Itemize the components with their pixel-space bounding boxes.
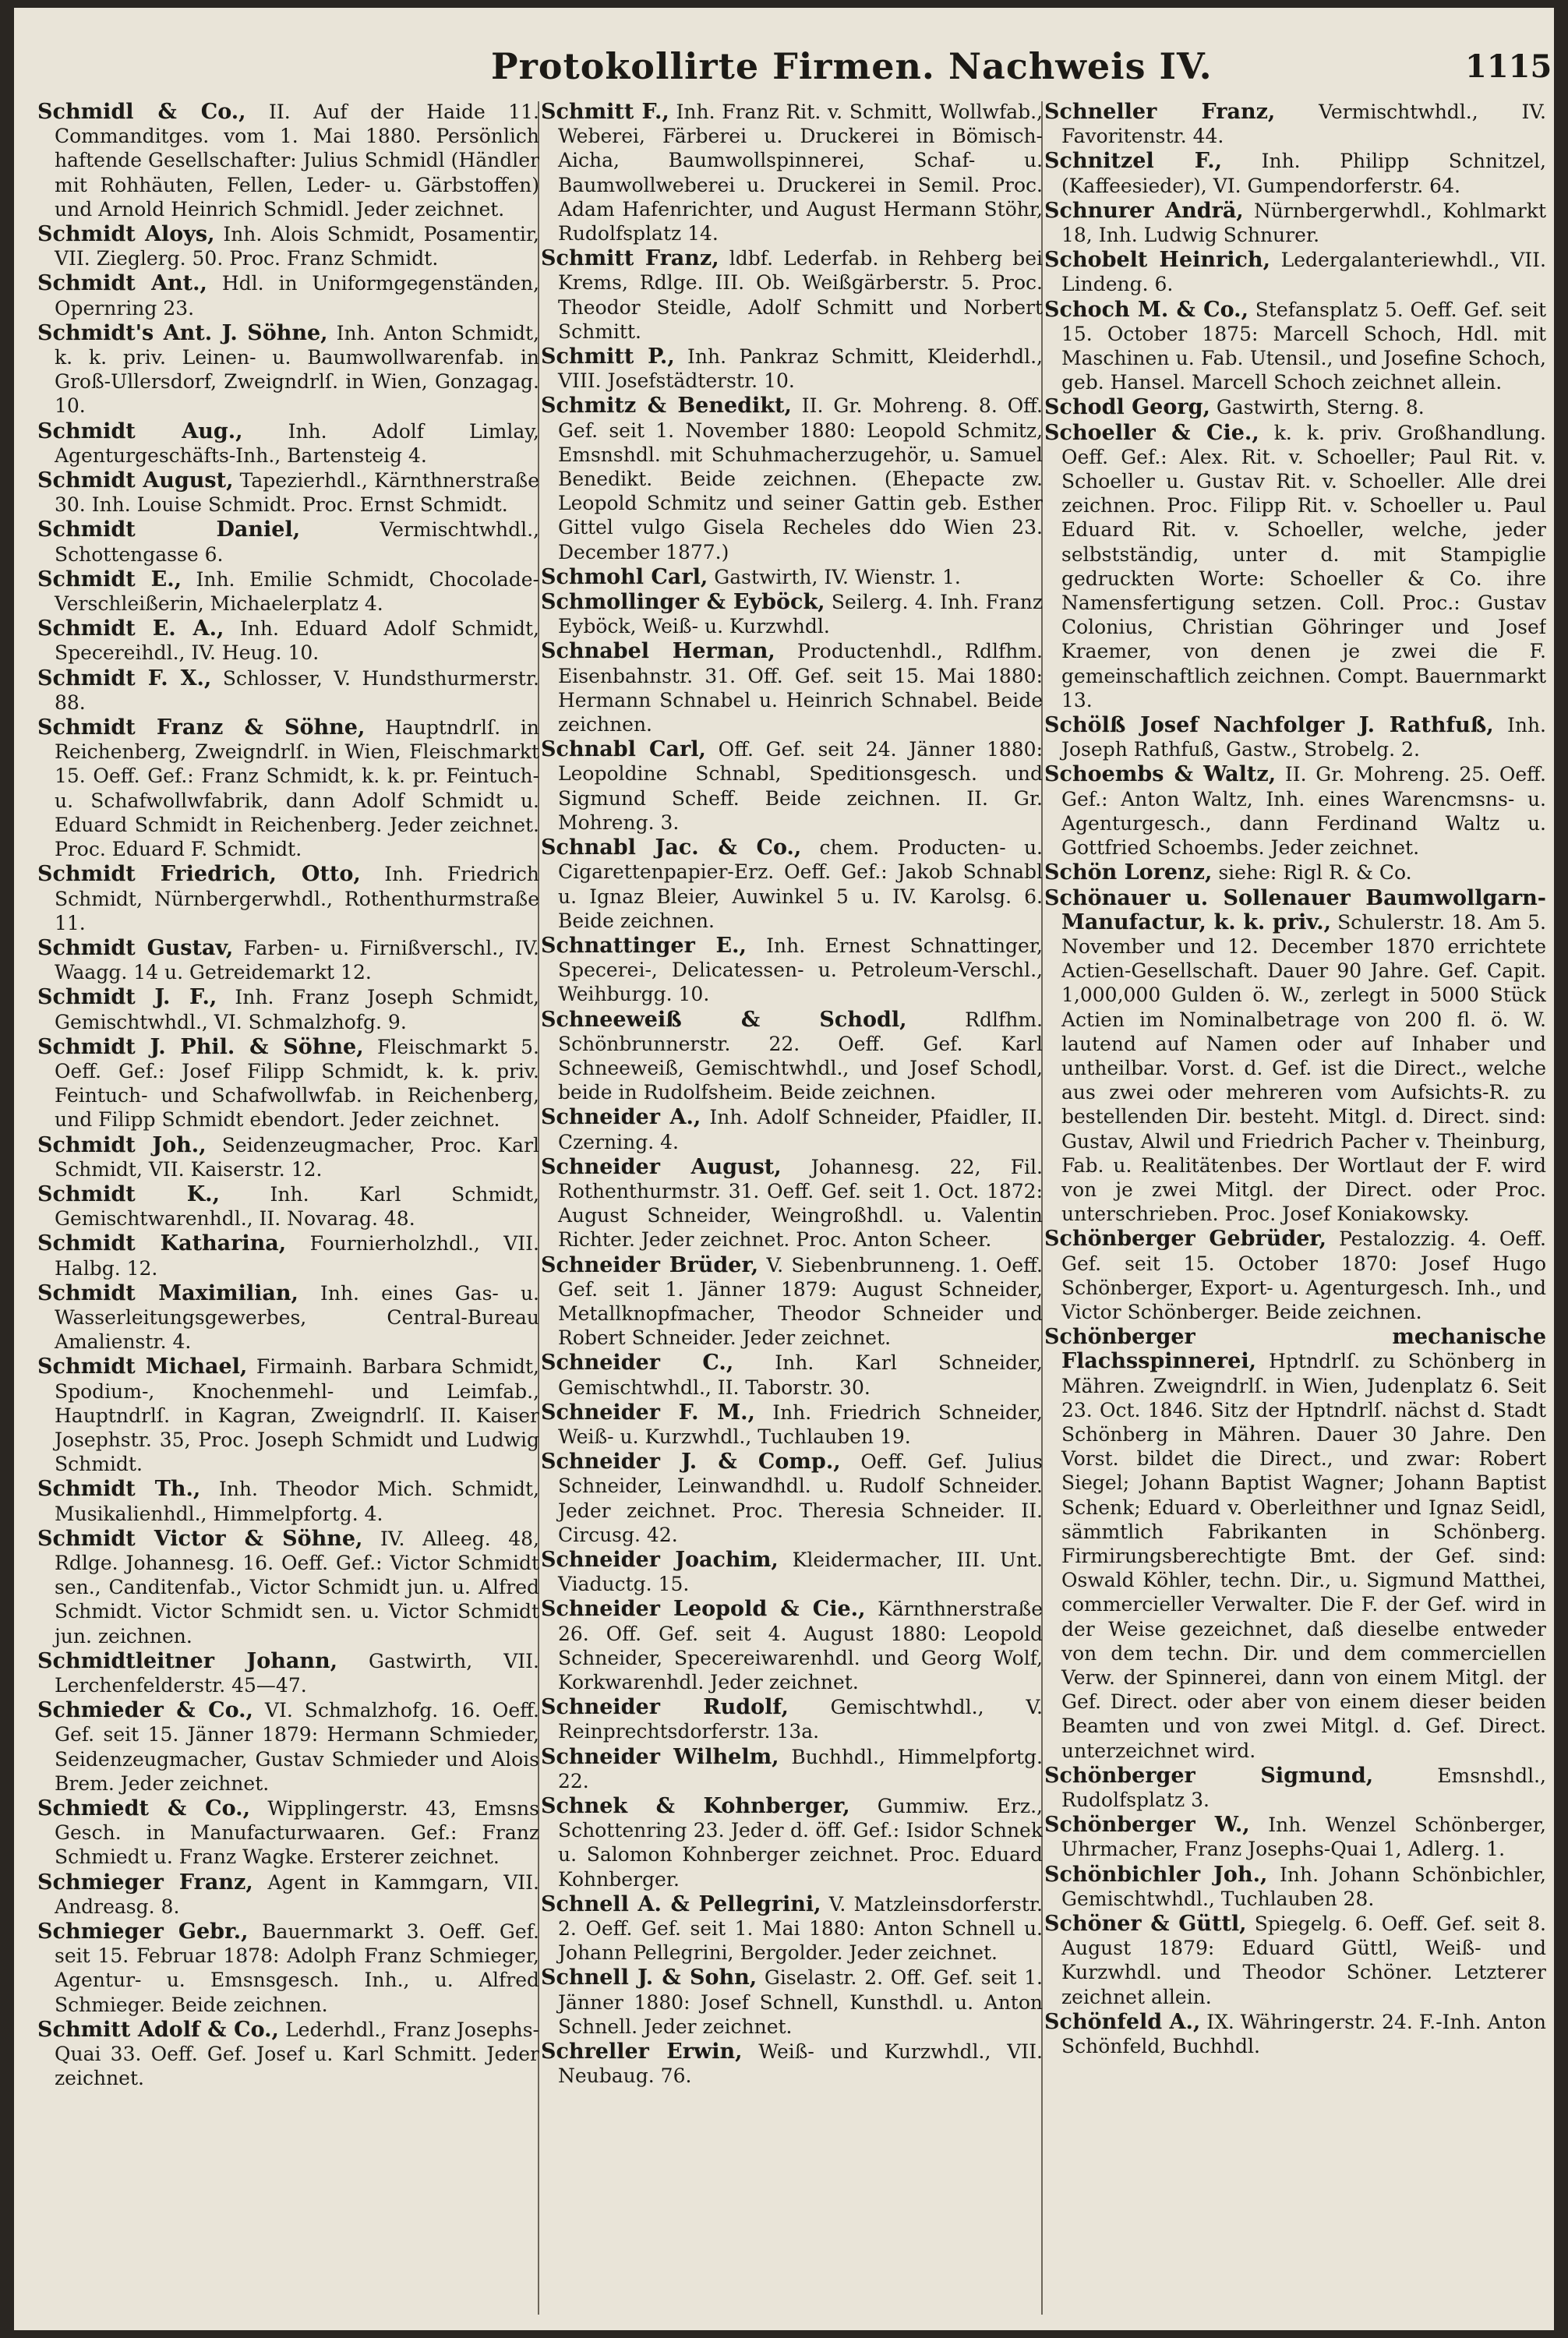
- directory-entry: [37, 1796, 539, 1870]
- entry-text: Inh. Karl Schneider, Gemischtwhdl., II. Taborstr. 30.: [558, 1351, 1043, 1399]
- directory-entry: [37, 862, 539, 935]
- firm-name: Schmidt August,: [37, 468, 234, 493]
- firm-name: Schmidt Th.,: [37, 1477, 201, 1502]
- directory-entry: [541, 1351, 1043, 1399]
- entry-text: Giselastr. 2. Off. Gef. seit 1. Jänner 1880: Josef Schnell, Kunsthdl. u. Anton Schnell. Jeder zeichnet.: [558, 1966, 1043, 2038]
- entry-text: Hptndrlſ. zu Schönberg in Mähren. Zweigndrlſ. in Wien, Judenplatz 6. Seit 23. Oct. 1846. Sitz der Hptndrlſ. nächst d. Stadt Schönberg in Mähren. Dauer 30 Jahre. Den Vorst. bildet die Direct., und zwar: Robert Siegel; Johann Baptist Wagner; Johann Baptist Schenk; Eduard v. Oberleithner und Ignaz Seidl, sämmtlich Fabrikanten in Schönberg. Firmirungsberechtigte Bmt. der Gef. sind: Oswald Köhler, techn. Dir., u. Sigmund Matthei, commercieller Verwalter. Die F. der Gef. wird in der Weise gezeichnet, daß dieselbe entweder von dem techn. Dir. und dem commerciellen Verw. der Spinnerei, dann von einem Mitgl. der Gef. Direct. oder aber von einem dieser beiden Beamten und von zwei Mitgl. d. Gef. Direct. unterzeichnet wird.: [1061, 1350, 1546, 1762]
- directory-entry: [1044, 1912, 1546, 2009]
- firm-name: Schmohl Carl,: [541, 564, 708, 589]
- firm-name: Schmidt Aug.,: [37, 419, 243, 443]
- directory-entry: [37, 715, 539, 861]
- entry-text: Spiegelg. 6. Oeff. Gef. seit 8. August 1879: Eduard Güttl, Weiß- und Kurzwhdl. und Theodor Schöner. Letzterer zeichnet allein.: [1061, 1912, 1546, 2008]
- directory-entry: [1044, 1813, 1546, 1861]
- directory-entry: [1044, 713, 1546, 761]
- firm-name: Schnell J. & Sohn,: [541, 1965, 758, 1990]
- directory-entry: [37, 1919, 539, 2017]
- directory-entry: [541, 1965, 1043, 2039]
- firm-name: Schneider Wilhelm,: [541, 1744, 779, 1769]
- firm-name: Schönfeld A.,: [1044, 2009, 1201, 2034]
- directory-entry: [541, 1450, 1043, 1547]
- directory-entry: [541, 1105, 1043, 1153]
- firm-name: Schnabel Herman,: [541, 639, 775, 664]
- firm-name: Schmitt P.,: [541, 344, 675, 369]
- firm-name: Schmidt F. X.,: [37, 666, 212, 690]
- firm-name: Schnitzel F.,: [1044, 149, 1222, 174]
- firm-name: Schodl Georg,: [1044, 395, 1210, 420]
- entry-text: V. Siebenbrunneng. 1. Oeff. Gef. seit 1. Jänner 1879: August Schneider, Metallknopfmacher, Theodor Schneider und Robert Schneider. Jeder zeichnet.: [558, 1253, 1043, 1350]
- entry-text: Inh. Philipp Schnitzel, (Kaffeesieder), VI. Gumpendorferstr. 64.: [1061, 150, 1546, 197]
- firm-name: Schönberger Gebrüder,: [1044, 1227, 1327, 1252]
- firm-name: Schmidt Daniel,: [37, 517, 301, 542]
- directory-entry: [1044, 421, 1546, 712]
- firm-name: Schnabl Jac. & Co.,: [541, 835, 802, 860]
- directory-entry: [37, 567, 539, 616]
- entry-text: Fleischmarkt 5. Oeff. Gef.: Josef Filipp Schmidt, k. k. priv. Feintuch- und Schafwollwfab. in Reichenberg, und Filipp Schmidt ebendort. Jeder zeichnet.: [55, 1035, 539, 1132]
- directory-entry: [1044, 1227, 1546, 1324]
- entry-text: Schulerstr. 18. Am 5. November und 12. December 1870 errichtete Actien-Gesellschaft. Dauer 90 Jahre. Gef. Capit. 1,000,000 Gulden ö. W., zerlegt in 5000 Stück Actien im Nominalbetrage von 200 fl. ö. W. lautend auf Namen oder auf Inhaber und untheilbar. Vorst. d. Gef. ist die Direct., welche aus zwei oder mehreren vom Aufsichts-R. zu bestellenden Dir. besteht. Mitgl. d. Direct. sind: Gustav, Alwil und Friedrich Pacher v. Theinburg, Fab. u. Realitätenbes. Der Wortlaut der F. wird von je zwei Mitgl. der Direct. oder Proc. unterschrieben. Proc. Josef Koniakowsky.: [1061, 910, 1546, 1226]
- firm-name: Schmidt Ant.,: [37, 271, 207, 296]
- entry-text: Inh. Adolf Limlay, Agenturgeschäfts-Inh., Bartensteig 4.: [55, 419, 539, 467]
- firm-name: Schmidt K.,: [37, 1181, 220, 1206]
- directory-entry: [541, 1745, 1043, 1793]
- entry-text: Inh. Karl Schmidt, Gemischtwarenhdl., II. Novarag. 48.: [55, 1182, 539, 1231]
- entry-text: Kärnthnerstraße 26. Off. Gef. seit 4. August 1880: Leopold Schneider, Specereiwarenhdl. und Georg Wolf, Korkwarenhdl. Jeder zeichnet.: [558, 1598, 1043, 1693]
- directory-entry: [541, 639, 1043, 736]
- directory-entry: [37, 1133, 539, 1181]
- directory-entry: [37, 419, 539, 468]
- entry-text: Gummiw. Erz., Schottenring 23. Jeder d. öff. Gef.: Isidor Schnek u. Salomon Kohnberger zeichnet. Proc. Eduard Kohnberger.: [558, 1795, 1043, 1891]
- directory-entry: [1044, 762, 1546, 860]
- directory-entry: [1044, 395, 1546, 419]
- directory-entry: [541, 2040, 1043, 2088]
- firm-name: Schmidt Maximilian,: [37, 1280, 298, 1305]
- firm-name: Schneider C.,: [541, 1351, 734, 1376]
- firm-name: Schmidt Franz & Söhne,: [37, 715, 366, 740]
- directory-entry: [1044, 860, 1546, 885]
- directory-entry: [541, 344, 1043, 393]
- directory-entry: [37, 1870, 539, 1919]
- directory-entry: [37, 1527, 539, 1648]
- column-3: [1044, 100, 1546, 2321]
- entry-text: Gemischtwhdl., V. Reinprechtsdorferstr. 13a.: [558, 1696, 1043, 1743]
- directory-entry: [541, 1008, 1043, 1105]
- entry-text: Inh. Wenzel Schönberger, Uhrmacher, Franz Josephs-Quai 1, Adlerg. 1.: [1061, 1814, 1546, 1861]
- firm-name: Schnell A. & Pellegrini,: [541, 1891, 821, 1916]
- directory-entry: [37, 1035, 539, 1132]
- directory-entry: [37, 468, 539, 517]
- entry-text: Wipplingerstr. 43, Emsns Gesch. in Manufacturwaaren. Gef.: Franz Schmiedt u. Franz Wagke. Ersterer zeichnet.: [55, 1797, 539, 1869]
- firm-name: Schmidt Michael,: [37, 1354, 248, 1379]
- entry-text: Inh. Johann Schönbichler, Gemischtwhdl., Tuchlauben 28.: [1061, 1863, 1546, 1910]
- entry-text: chem. Producten- u. Cigarettenpapier-Erz. Oeff. Gef.: Jakob Schnabl u. Ignaz Bleier, Auwinkel 5 u. IV. Karolsg. 6. Beide zeichnen.: [558, 836, 1043, 932]
- entry-text: Ledergalanteriewhdl., VII. Lindeng. 6.: [1061, 249, 1546, 296]
- firm-name: Schneider J. & Comp.,: [541, 1450, 841, 1474]
- entry-text: Inh. Franz Rit. v. Schmitt, Wollwfab., Weberei, Färberei u. Druckerei in Bömisch-Aicha, Baumwollspinnerei, Schaf- u. Baumwollweberei u. Druckerei in Semil. Proc. Adam Hafenrichter, und August Hermann Stöhr, Rudolfsplatz 14.: [558, 101, 1043, 245]
- entry-text: Nürnbergerwhdl., Kohlmarkt 18, Inh. Ludwig Schnurer.: [1061, 199, 1546, 247]
- firm-name: Schnek & Kohnberger,: [541, 1794, 850, 1819]
- firm-name: Schmidt Victor & Söhne,: [37, 1526, 363, 1551]
- firm-name: Schneller Franz,: [1044, 100, 1276, 124]
- directory-entry: [37, 2018, 539, 2091]
- firm-name: Schmidt Katharina,: [37, 1231, 287, 1256]
- directory-entry: [37, 666, 539, 715]
- directory-entry: [37, 985, 539, 1033]
- directory-entry: [37, 936, 539, 984]
- directory-entry: [541, 590, 1043, 638]
- entry-text: Vermischtwhdl., Schottengasse 6.: [55, 518, 539, 566]
- firm-name: Schmidt E. A.,: [37, 616, 224, 641]
- directory-entry: [1044, 100, 1546, 148]
- directory-entry: [541, 1695, 1043, 1743]
- entry-text: Inh. Friedrich Schmidt, Nürnbergerwhdl., Rothenthurmstraße 11.: [55, 863, 539, 934]
- entry-text: siehe: Rigl R. & Co.: [1212, 861, 1412, 885]
- entry-text: Inh. Anton Schmidt, k. k. priv. Leinen- u. Baumwollwarenfab. in Groß-Ullersdorf, Zweigndrlſ. in Wien, Gonzagag. 10.: [55, 321, 539, 418]
- firm-name: Schmidt J. Phil. & Söhne,: [37, 1034, 364, 1059]
- directory-entry: [541, 246, 1043, 344]
- entry-text: Pestalozzig. 4. Oeff. Gef. seit 15. October 1870: Josef Hugo Schönberger, Export- u. Agenturgesch. Inh., und Victor Schönberger. Beide zeichnen.: [1061, 1227, 1546, 1323]
- entry-text: Firmainh. Barbara Schmidt, Spodium-, Knochenmehl- und Leimfab., Hauptndrlſ. in Kagran, Zweigndrlſ. II. Kaiser Josephstr. 35, Proc. Joseph Schmidt und Ludwig Schmidt.: [55, 1355, 539, 1476]
- directory-entry: [541, 1155, 1043, 1252]
- firm-name: Schneider Brüder,: [541, 1252, 759, 1277]
- entry-text: V. Matzleinsdorferstr. 2. Oeff. Gef. seit 1. Mai 1880: Anton Schnell u. Johann Pellegrini, Bergolder. Jeder zeichnet.: [558, 1892, 1043, 1965]
- entry-text: Inh. Eduard Adolf Schmidt, Specereihdl., IV. Heug. 10.: [55, 617, 539, 665]
- firm-name: Schnattinger E.,: [541, 933, 747, 958]
- entry-text: Agent in Kammgarn, VII. Andreasg. 8.: [55, 1870, 539, 1918]
- firm-name: Schmidt E.,: [37, 567, 182, 592]
- firm-name: Schönberger Sigmund,: [1044, 1763, 1374, 1788]
- firm-name: Schneider Rudolf,: [541, 1695, 789, 1720]
- directory-entry: [37, 517, 539, 566]
- directory-entry: [37, 1281, 539, 1354]
- entry-text: Lederhdl., Franz Josephs-Quai 33. Oeff. Gef. Josef u. Karl Schmitt. Jeder zeichnet.: [55, 2018, 539, 2090]
- firm-name: Schmidt Friedrich, Otto,: [37, 862, 361, 887]
- firm-name: Schmitt Adolf & Co.,: [37, 2017, 279, 2042]
- firm-name: Schreller Erwin,: [541, 2040, 743, 2064]
- firm-name: Schobelt Heinrich,: [1044, 248, 1270, 273]
- directory-entry: [1044, 2010, 1546, 2058]
- entry-text: Farben- u. Firnißverschl., IV. Waagg. 14 u. Getreidemarkt 12.: [55, 936, 539, 984]
- directory-entry: [37, 321, 539, 419]
- entry-text: Vermischtwhdl., IV. Favoritenstr. 44.: [1061, 101, 1546, 148]
- entry-text: II. Gr. Mohreng. 8. Off. Gef. seit 1. November 1880: Leopold Schmitz, Emsnshdl. mit Schuhmacherzugehör, u. Samuel Benedikt. Beide zeichnen. (Ehepacte zw. Leopold Schmitz und seiner Gattin geb. Esther Gittel vulgo Gisela Recheles ddo Wien 23. December 1877.): [558, 394, 1043, 563]
- entry-text: Schlosser, V. Hundsthurmerstr. 88.: [55, 666, 539, 714]
- directory-entry: [1044, 886, 1546, 1227]
- entry-text: Seilerg. 4. Inh. Franz Eyböck, Weiß- u. Kurzwhdl.: [558, 591, 1043, 638]
- column-2: [541, 100, 1043, 2321]
- entry-text: Inh. Friedrich Schneider, Weiß- u. Kurzwhdl., Tuchlauben 19.: [558, 1400, 1043, 1448]
- directory-entry: [37, 1182, 539, 1231]
- firm-name: Schmiedt & Co.,: [37, 1796, 250, 1821]
- directory-entry: [37, 1354, 539, 1476]
- entry-text: Fournierholzhdl., VII. Halbg. 12.: [55, 1232, 539, 1280]
- entry-text: Seidenzeugmacher, Proc. Karl Schmidt, VII. Kaiserstr. 12.: [55, 1133, 539, 1181]
- entry-text: Inh. Theodor Mich. Schmidt, Musikalienhdl., Himmelpfortg. 4.: [55, 1478, 539, 1525]
- firm-name: Schönberger W.,: [1044, 1813, 1250, 1838]
- firm-name: Schmidt Aloys,: [37, 222, 215, 247]
- firm-name: Schmidt J. F.,: [37, 985, 217, 1010]
- entry-text: Inh. Emilie Schmidt, Chocolade-Verschleißerin, Michaelerplatz 4.: [55, 567, 539, 616]
- directory-entry: [541, 1400, 1043, 1449]
- firm-name: Schmollinger & Eyböck,: [541, 590, 825, 615]
- entry-text: k. k. priv. Großhandlung. Oeff. Gef.: Alex. Rit. v. Schoeller; Paul Rit. v. Schoeller u. Gustav Rit. v. Schoeller. Alle drei zeichnen. Proc. Filipp Rit. v. Schoeller u. Paul Eduard Rit. v. Schoeller, welche, jeder selbstständig, unter d. mit Stampiglie gedruckten Worte: Schoeller & Co. ihre Namensfertigung setzen. Coll. Proc.: Gustav Colonius, Christian Göhringer und Josef Kraemer, von denen je zwei die F. gemeinschaftlich zeichnen. Compt. Bauernmarkt 13.: [1061, 421, 1546, 712]
- directory-entry: [541, 1892, 1043, 1965]
- directory-entry: [541, 1548, 1043, 1596]
- firm-name: Schmidl & Co.,: [37, 100, 246, 124]
- page-header: [14, 45, 1554, 92]
- entry-text: Bauernmarkt 3. Oeff. Gef. seit 15. Februar 1878: Adolph Franz Schmieger, Agentur- u. Emsnsgesch. Inh., u. Alfred Schmieger. Beide zeichnen.: [55, 1920, 539, 2016]
- entry-text: Inh. Alois Schmidt, Posamentir, VII. Zieglerg. 50. Proc. Franz Schmidt.: [55, 223, 539, 270]
- firm-name: Schölß Josef Nachfolger J. Rathfuß,: [1044, 713, 1494, 738]
- firm-name: Schmitt F.,: [541, 100, 669, 124]
- entry-text: Kleidermacher, III. Unt. Viaductg. 15.: [558, 1548, 1043, 1596]
- entry-text: VI. Schmalzhofg. 16. Oeff. Gef. seit 15. Jänner 1879: Hermann Schmieder, Seidenzeugmacher, Gustav Schmieder und Alois Brem. Jeder zeichnet.: [55, 1699, 539, 1795]
- document-page: [14, 8, 1554, 2330]
- entry-text: Oeff. Gef. Julius Schneider, Leinwandhdl. u. Rudolf Schneider. Jeder zeichnet. Proc. Theresia Schneider. II. Circusg. 42.: [558, 1450, 1043, 1546]
- firm-name: Schneider Joachim,: [541, 1547, 779, 1572]
- directory-entry: [37, 100, 539, 221]
- entry-text: ldbf. Lederfab. in Rehberg bei Krems, Rdlge. III. Ob. Weißgärberstr. 5. Proc. Theodor Steidle, Adolf Schmitt und Norbert Schmitt.: [558, 247, 1043, 343]
- firm-name: Schmieder & Co.,: [37, 1698, 253, 1723]
- entry-text: IX. Währingerstr. 24. F.-Inh. Anton Schönfeld, Buchhdl.: [1061, 2010, 1546, 2058]
- entry-text: IV. Alleeg. 48, Rdlge. Johannesg. 16. Oeff. Gef.: Victor Schmidt sen., Canditenfab., Victor Schmidt jun. u. Alfred Schmidt. Victor Schmidt sen. u. Victor Schmidt jun. zeichnen.: [55, 1527, 539, 1648]
- directory-entry: [1044, 1325, 1546, 1763]
- directory-entry: [37, 222, 539, 270]
- firm-name: Schönbichler Joh.,: [1044, 1862, 1268, 1887]
- directory-entry: [541, 835, 1043, 933]
- directory-entry: [37, 1477, 539, 1525]
- directory-entry: [1044, 1863, 1546, 1911]
- entry-text: Hauptndrlſ. in Reichenberg, Zweigndrlſ. in Wien, Fleischmarkt 15. Oeff. Gef.: Franz Schmidt, k. k. pr. Feintuch- u. Schafwollwfabrik, dann Adolf Schmidt u. Eduard Schmidt in Reichenberg. Jeder zeichnet. Proc. Eduard F. Schmidt.: [55, 716, 539, 861]
- entry-text: Inh. Joseph Rathfuß, Gastw., Strobelg. 2.: [1061, 714, 1546, 761]
- directory-entry: [1044, 248, 1546, 296]
- directory-entry: [1044, 1764, 1546, 1812]
- entry-text: Gastwirth, IV. Wienstr. 1.: [708, 565, 961, 588]
- entry-text: Johannesg. 22, Fil. Rothenthurmstr. 31. Oeff. Gef. seit 1. Oct. 1872: August Schneider, Weingroßhdl. u. Valentin Richter. Jeder zeichnet. Proc. Anton Scheer.: [558, 1155, 1043, 1252]
- page-number: 1115: [1465, 48, 1552, 85]
- firm-name: Schneider August,: [541, 1154, 782, 1179]
- directory-entry: [541, 1597, 1043, 1694]
- entry-text: Stefansplatz 5. Oeff. Gef. seit 15. October 1875: Marcell Schoch, Hdl. mit Maschinen u. Fab. Utensil., und Josefine Schoch, geb. Hansel. Marcell Schoch zeichnet allein.: [1061, 298, 1546, 394]
- firm-name: Schneider F. M.,: [541, 1400, 755, 1425]
- firm-name: Schoch M. & Co.,: [1044, 297, 1248, 322]
- entry-text: Emsnshdl., Rudolfsplatz 3.: [1061, 1764, 1546, 1812]
- directory-entry: [1044, 149, 1546, 197]
- column-1: [37, 100, 539, 2321]
- directory-entry: [37, 616, 539, 665]
- entry-text: II. Auf der Haide 11. Commanditges. vom 1. Mai 1880. Persönlich haftende Gesellschafter: Julius Schmidl (Händler mit Rohhäuten, Fellen, Leder- u. Gärbstoffen) und Arnold Heinrich Schmidl. Jeder zeichnet.: [55, 101, 539, 221]
- directory-entry: [541, 1253, 1043, 1351]
- firm-name: Schön Lorenz,: [1044, 860, 1213, 885]
- entry-text: Inh. Franz Joseph Schmidt, Gemischtwhdl., VI. Schmalzhofg. 9.: [55, 986, 539, 1033]
- entry-text: Productenhdl., Rdlfhm. Eisenbahnstr. 31. Off. Gef. seit 15. Mai 1880: Hermann Schnabel u. Heinrich Schnabel. Beide zeichnen.: [558, 640, 1043, 736]
- firm-name: Schnurer Andrä,: [1044, 198, 1244, 223]
- entry-text: Inh. eines Gas- u. Wasserleitungsgewerbes, Central-Bureau Amalienstr. 4.: [55, 1281, 539, 1354]
- firm-name: Schnabl Carl,: [541, 737, 706, 762]
- firm-name: Schönauer u. Sollenauer Baumwollgarn-Manufactur, k. k. priv.,: [1044, 885, 1546, 934]
- entry-text: Hdl. in Uniformgegenständen, Opernring 23.: [55, 272, 539, 320]
- firm-name: Schmidt Joh.,: [37, 1132, 207, 1157]
- firm-name: Schöner & Güttl,: [1044, 1912, 1247, 1937]
- firm-name: Schmitt Franz,: [541, 246, 719, 271]
- firm-name: Schmidt's Ant. J. Söhne,: [37, 320, 328, 345]
- firm-name: Schneeweiß & Schodl,: [541, 1007, 907, 1032]
- entry-text: Gastwirth, Sterng. 8.: [1210, 396, 1425, 419]
- entry-text: Inh. Adolf Schneider, Pfaidler, II. Czerning. 4.: [558, 1106, 1043, 1153]
- entry-text: Tapezierhdl., Kärnthnerstraße 30. Inh. Louise Schmidt. Proc. Ernst Schmidt.: [55, 469, 539, 517]
- directory-entry: [1044, 199, 1546, 247]
- running-head: Protokollirte Firmen. Nachweis IV.: [491, 45, 1213, 87]
- directory-entry: [541, 1794, 1043, 1891]
- firm-name: Schoembs & Waltz,: [1044, 762, 1277, 787]
- entry-text: Rdlfhm. Schönbrunnerstr. 22. Oeff. Gef. Karl Schneeweiß, Gemischtwhdl., und Josef Schodl, beide in Rudolfsheim. Beide zeichnen.: [558, 1008, 1043, 1104]
- directory-entry: [37, 271, 539, 320]
- entry-text: Inh. Pankraz Schmitt, Kleiderhdl., VIII. Josefstädterstr. 10.: [558, 345, 1043, 393]
- directory-entry: [37, 1231, 539, 1280]
- firm-name: Schmieger Gebr.,: [37, 1919, 249, 1944]
- directory-entry: [541, 394, 1043, 563]
- entry-text: Gastwirth, VII. Lerchenfelderstr. 45—47.: [55, 1649, 539, 1697]
- firm-name: Schmitz & Benedikt,: [541, 394, 792, 419]
- entry-text: Off. Gef. seit 24. Jänner 1880: Leopoldine Schnabl, Speditionsgesch. und Sigmund Scheff. Beide zeichnen. II. Gr. Mohreng. 3.: [558, 738, 1043, 834]
- directory-entry: [37, 1698, 539, 1796]
- entry-text: Weiß- und Kurzwhdl., VII. Neubaug. 76.: [558, 2040, 1043, 2088]
- firm-name: Schmidtleitner Johann,: [37, 1648, 337, 1673]
- firm-name: Schneider Leopold & Cie.,: [541, 1597, 866, 1622]
- entry-text: II. Gr. Mohreng. 25. Oeff. Gef.: Anton Waltz, Inh. eines Warencmsns- u. Agenturgesch., dann Ferdinand Waltz u. Gottfried Schoembs. Jeder zeichnet.: [1061, 763, 1546, 860]
- directory-entry: [541, 100, 1043, 245]
- directory-entry: [37, 1649, 539, 1697]
- firm-name: Schmidt Gustav,: [37, 935, 234, 960]
- entry-text: Inh. Ernest Schnattinger, Specerei-, Delicatessen- u. Petroleum-Verschl., Weihburgg. 10.: [558, 934, 1043, 1006]
- directory-entry: [541, 565, 1043, 589]
- entry-text: Buchhdl., Himmelpfortg. 22.: [558, 1745, 1043, 1792]
- firm-name: Schönberger mechanische Flachsspinnerei,: [1044, 1325, 1546, 1374]
- directory-entry: [541, 934, 1043, 1007]
- firm-name: Schmieger Franz,: [37, 1870, 253, 1895]
- directory-entry: [1044, 298, 1546, 395]
- firm-name: Schoeller & Cie.,: [1044, 420, 1259, 445]
- firm-name: Schneider A.,: [541, 1105, 701, 1130]
- directory-entry: [541, 737, 1043, 835]
